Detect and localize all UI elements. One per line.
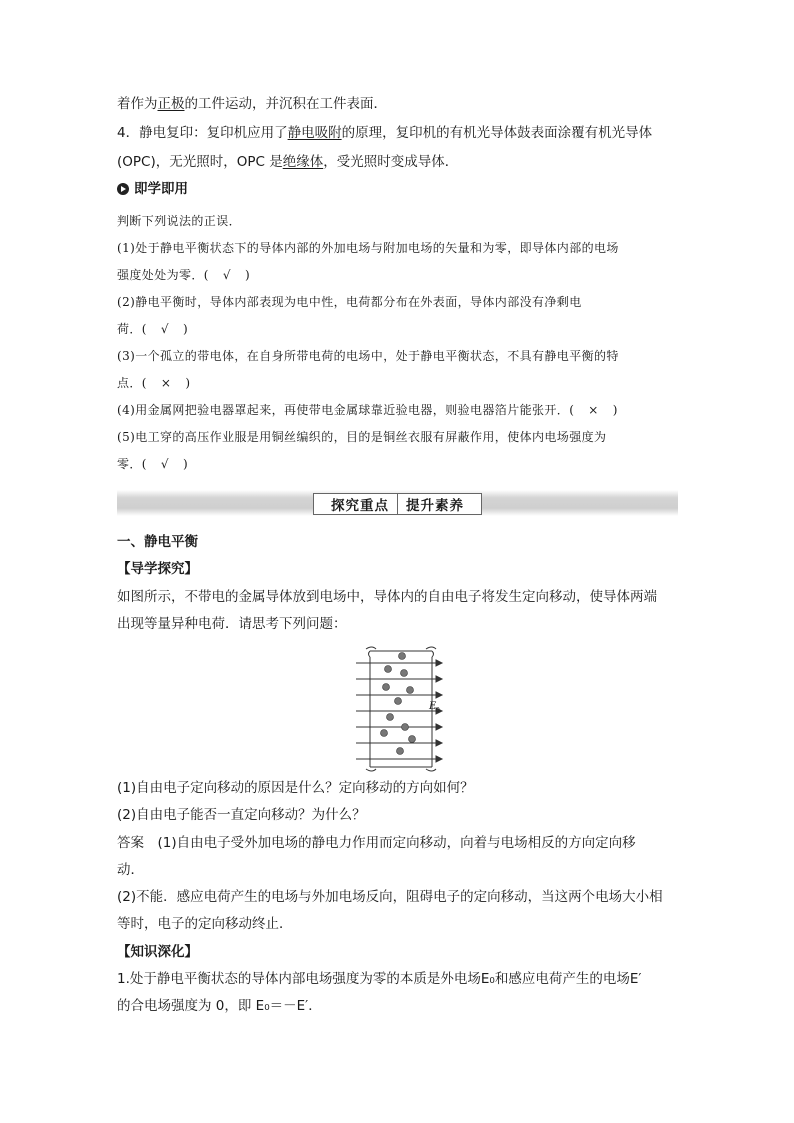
guide-heading: 【导学探究】 <box>117 561 198 577</box>
text-line: 着作为正极的工件运动，并沉积在工件表面． <box>117 96 387 112</box>
practice-item-5: (5)电工穿的高压作业服是用铜丝编织的，目的是铜丝衣服有屏蔽作用，使体内电场强度为 <box>117 430 607 444</box>
practice-item-3: (3)一个孤立的带电体，在自身所带电荷的电场中，处于静电平衡状态，不具有静电平衡的特 <box>117 349 619 363</box>
practice-intro: 判断下列说法的正误． <box>117 214 242 228</box>
check-mark: √ <box>160 322 169 336</box>
deep-heading: 【知识深化】 <box>117 944 198 960</box>
answer-2-cont: 等时，电子的定向移动终止． <box>117 916 293 932</box>
text-line: 如图所示，不带电的金属导体放到电场中，导体内的自由电子将发生定向移动，使导体两端 <box>117 589 657 605</box>
text-line: 出现等量异种电荷．请思考下列问题： <box>117 616 347 632</box>
question-2: (2)自由电子能否一直定向移动？为什么？ <box>117 807 366 823</box>
answer-1-cont: 动． <box>117 862 144 878</box>
play-circle-icon <box>117 183 129 195</box>
question-1: (1)自由电子定向移动的原因是什么？定向移动的方向如何？ <box>117 780 474 796</box>
field-label: E <box>429 701 437 712</box>
practice-item-1-cont: 强度处处为零．( √ ) <box>117 268 251 282</box>
cross-mark: × <box>588 403 599 417</box>
practice-item-2-cont: 荷．( √ ) <box>117 322 189 336</box>
practice-item-2: (2)静电平衡时，导体内部表现为电中性，电荷都分布在外表面，导体内部没有净剩电 <box>117 295 582 309</box>
section-banner: 探究重点 提升素养 <box>313 493 482 515</box>
practice-item-3-cont: 点．( × ) <box>117 376 191 390</box>
cross-mark: × <box>160 376 172 390</box>
answer-1: 答案 (1)自由电子受外加电场的静电力作用而定向移动，向着与电场相反的方向定向移 <box>117 835 636 851</box>
practice-item-1: (1)处于静电平衡状态下的导体内部的外加电场与附加电场的矢量和为零，即导体内部的电场 <box>117 241 619 255</box>
conductor-figure <box>350 643 450 773</box>
practice-item-4: (4)用金属网把验电器罩起来，再使带电金属球靠近验电器，则验电器箔片能张开．( × ) <box>117 403 618 417</box>
check-mark: √ <box>160 457 169 471</box>
text-line: (OPC)，无光照时，OPC 是绝缘体，受光照时变成导体． <box>117 154 459 170</box>
practice-item-5-cont: 零．( √ ) <box>117 457 189 471</box>
knowledge-1: 1.处于静电平衡状态的导体内部电场强度为零的本质是外电场E₀和感应电荷产生的电场E′ <box>117 971 642 987</box>
field-label-sub: 0 <box>436 707 440 714</box>
knowledge-1-cont: 的合电场强度为 0，即 E₀＝－E′． <box>117 998 322 1014</box>
check-mark: √ <box>222 268 231 282</box>
text-line: 4．静电复印：复印机应用了静电吸附的原理，复印机的有机光导体鼓表面涂覆有机光导体 <box>117 125 653 141</box>
answer-2: (2)不能．感应电荷产生的电场与外加电场反向，阻碍电子的定向移动，当这两个电场大小相 <box>117 889 663 905</box>
section-title: 一、静电平衡 <box>117 534 198 550</box>
practice-heading: 即学即用 <box>117 180 188 198</box>
